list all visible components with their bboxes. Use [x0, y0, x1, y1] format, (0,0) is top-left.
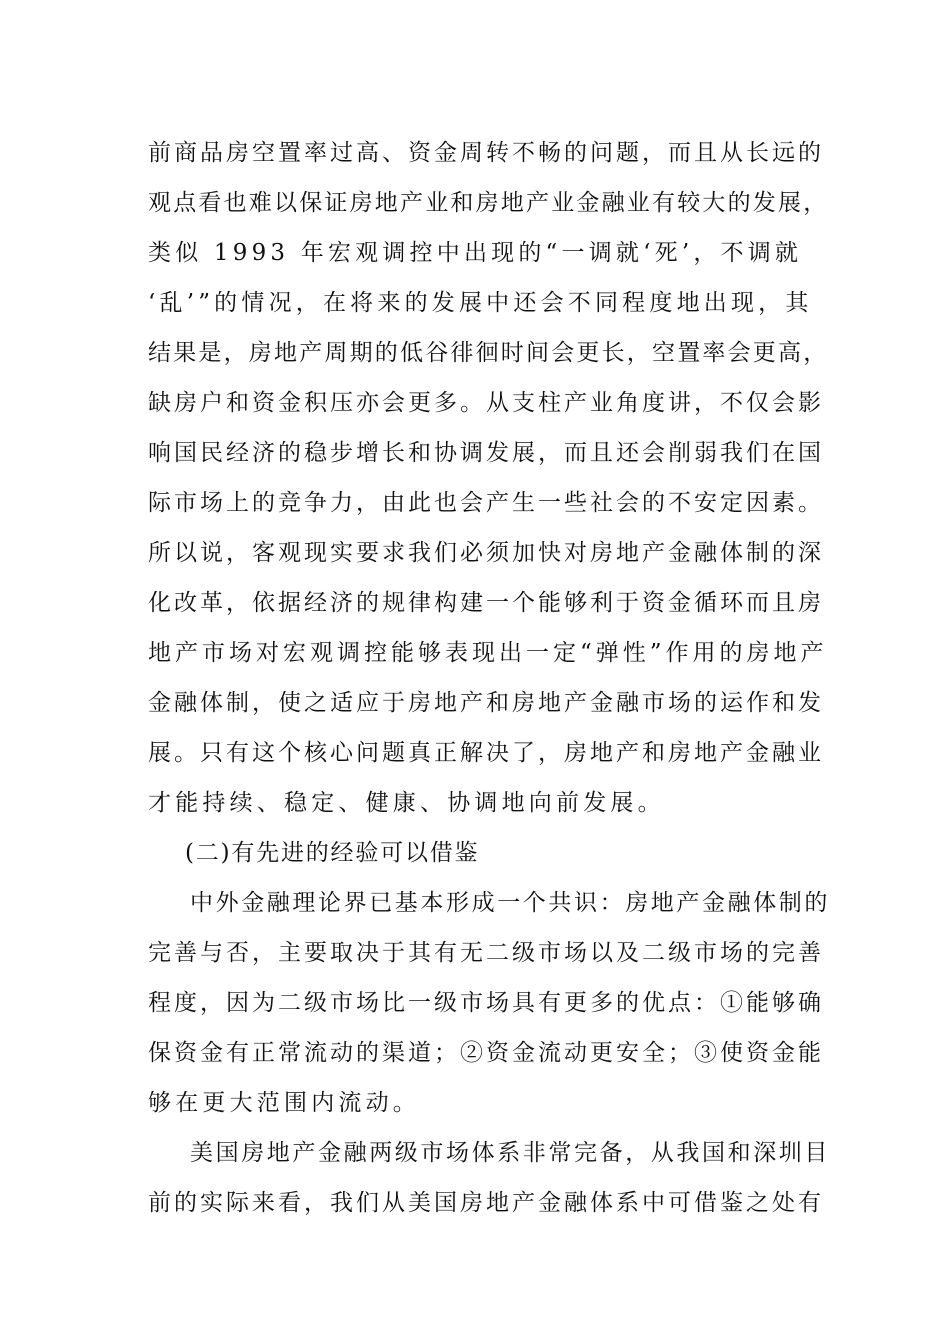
paragraph-line: 化改革，依据经济的规律构建一个能够利于资金循环而且房 — [148, 590, 824, 616]
paragraph-line: 中外金融理论界已基本形成一个共识：房地产金融体制的 — [190, 890, 830, 916]
paragraph-line: 保资金有正常流动的渠道；②资金流动更安全；③使资金能 — [148, 1040, 824, 1066]
paragraph-line: 完善与否，主要取决于其有无二级市场以及二级市场的完善 — [148, 940, 824, 966]
paragraph-line: 够在更大范围内流动。 — [148, 1090, 420, 1116]
paragraph-line: 才能持续、稳定、健康、协调地向前发展。 — [148, 790, 665, 816]
paragraph-line: 地产市场对宏观调控能够表现出一定“弹性”作用的房地产 — [148, 640, 828, 666]
paragraph-line: 前的实际来看，我们从美国房地产金融体系中可借鉴之处有 — [148, 1190, 824, 1216]
paragraph-line: 前商品房空置率过高、资金周转不畅的问题，而且从长远的 — [148, 140, 824, 166]
paragraph-line: 金融体制，使之适应于房地产和房地产金融市场的运作和发 — [148, 690, 824, 716]
paragraph-line: 观点看也难以保证房地产业和房地产业金融业有较大的发展， — [148, 190, 829, 216]
paragraph-line: 响国民经济的稳步增长和协调发展，而且还会削弱我们在国 — [148, 440, 824, 466]
paragraph-line: 缺房户和资金积压亦会更多。从支柱产业角度讲，不仅会影 — [148, 390, 824, 416]
paragraph-line: 类似 1993 年宏观调控中出现的“一调就‘死’，不调就 — [148, 240, 803, 266]
paragraph-line: 结果是，房地产周期的低谷徘徊时间会更长，空置率会更高， — [148, 340, 829, 366]
paragraph-line: 所以说，客观现实要求我们必须加快对房地产金融体制的深 — [148, 540, 824, 566]
paragraph-line: 际市场上的竞争力，由此也会产生一些社会的不安定因素。 — [148, 490, 824, 516]
paragraph-line: ‘乱’”的情况，在将来的发展中还会不同程度地出现，其 — [148, 290, 813, 316]
paragraph-line: 展。只有这个核心问题真正解决了，房地产和房地产金融业 — [148, 740, 824, 766]
section-heading: (二)有先进的经验可以借鉴 — [185, 840, 480, 866]
paragraph-line: 程度，因为二级市场比一级市场具有更多的优点：①能够确 — [148, 990, 824, 1016]
paragraph-line: 美国房地产金融两级市场体系非常完备，从我国和深圳目 — [190, 1140, 830, 1166]
